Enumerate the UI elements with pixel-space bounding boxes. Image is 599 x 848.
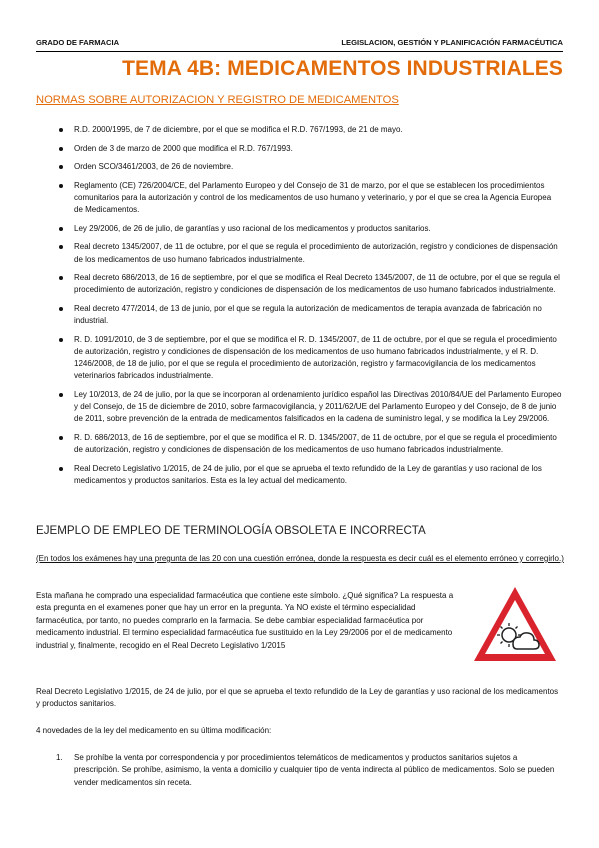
list-number: 1. — [56, 753, 63, 762]
rdl-paragraph: Real Decreto Legislativo 1/2015, de 24 de julio, por el que se aprueba el texto refundido de la Ley de garantías y uso racional de los medicamentos y productos sanitarios. — [36, 687, 559, 709]
list-item: R.D. 2000/1995, de 7 de diciembre, por el que se modifica el R.D. 767/1993, de 21 de mayo. — [74, 124, 562, 136]
section-heading-normas: NORMAS SOBRE AUTORIZACION Y REGISTRO DE MEDICAMENTOS — [36, 94, 399, 106]
novedades-list — [56, 752, 562, 789]
list-item: R. D. 1091/2010, de 3 de septiembre, por el que se modifica el R. D. 1345/2007, de 11 de octubre, por el que se regula el procedimiento de autorización, registro y condiciones de dispensación de los medicamentos de uso humano fabricados industrialmente, y el R. D. 1246/2008, de 18 de julio, por el que se regula el procedimiento de autorización, registro y farmacovigilancia de los medicamentos veterinarios fabricados industrialmente. — [74, 334, 562, 383]
page-title: TEMA 4B: MEDICAMENTOS INDUSTRIALES — [122, 57, 563, 80]
section-heading-text: EJEMPLO DE EMPLEO DE TERMINOLOGÍA OBSOLETA E INCORRECTA — [36, 524, 426, 537]
list-item: Real decreto 1345/2007, de 11 de octubre, por el que se regula el procedimiento de autorización, registro y condiciones de dispensación de los medicamentos de uso humano fabricados industrialmente. — [74, 241, 562, 265]
list-item: Real decreto 686/2013, de 16 de septiembre, por el que se modifica el Real Decreto 1345/2007, de 11 de octubre, por el que se regula el procedimiento de autorización, registro y condiciones de dispensación de los medicamentos de uso humano fabricados industrialmente. — [74, 272, 562, 296]
list-item: Orden de 3 de marzo de 2000 que modifica el R.D. 767/1993. — [74, 143, 562, 155]
list-item: Real Decreto Legislativo 1/2015, de 24 de julio, por el que se aprueba el texto refundido de la Ley de garantías y uso racional de los medicamentos y productos sanitarios. Esta es la ley actual del medicamento. — [74, 463, 562, 487]
example-paragraph: Esta mañana he comprado una especialidad farmacéutica que contiene este símbolo. ¿Qué significa? La respuesta a esta pregunta en el examenes poner que hay un error en la pregunta. Ya NO existe el término especialidad farmacéutica, por tanto, no puedes comprarlo en la farmacia. Se debe cambiar especialidad farmacéutica por medicamento industrial. El termino especialidad farmacéutica fue sustituido en la Ley 29/2006 por el de medicamento industrial y, finalmente, recogido en el Real Decreto Legislativo 1/2015 — [36, 591, 454, 650]
list-item: Real decreto 477/2014, de 13 de junio, por el que se regula la autorización de medicamentos de terapia avanzada de fabricación no industrial. — [74, 303, 562, 327]
list-item-text: Se prohíbe la venta por correspondencia y por procedimientos telemáticos de medicamentos y productos sanitarios sujetos a prescripción. Se prohíbe, asimismo, la venta a domicilio y cualquier tipo de venta indirecta al público de medicamentos. Solo se pueden vender medicamentos sin receta. — [74, 753, 555, 787]
novedades-intro: 4 novedades de la ley del medicamento en su última modificación: — [36, 726, 272, 735]
list-item: Ley 29/2006, de 26 de julio, de garantías y uso racional de los medicamentos y productos sanitarios. — [74, 223, 562, 235]
header-subject: LEGISLACION, GESTIÓN Y PLANIFICACIÓN FARMACÉUTICA — [341, 38, 563, 47]
list-item: Ley 10/2013, de 24 de julio, por la que se incorporan al ordenamiento jurídico español las Directivas 2010/84/UE del Parlamento Europeo y del Consejo, de 15 de diciembre de 2010, sobre farmacovigilancia, y 2011/62/UE del Parlamento Europeo y del Consejo, de 8 de junio de 2011, sobre prevención de la entrada de medicamentos falsificados en la cadena de suministro legal, y se modifica la Ley 29/2006. — [74, 389, 562, 426]
normas-list — [74, 124, 562, 494]
section-heading-ejemplo — [36, 524, 426, 537]
page-header — [36, 38, 563, 52]
list-item — [56, 752, 562, 789]
list-item: Reglamento (CE) 726/2004/CE, del Parlamento Europeo y del Consejo de 31 de marzo, por el que se establecen los procedimientos comunitarios para la autorización y control de los medicamentos de uso humano y veterinario, y por el que se crea la Agencia Europea de Medicamentos. — [74, 180, 562, 217]
photosensitivity-warning-icon — [468, 581, 562, 667]
exam-note: (En todos los exámenes hay una pregunta de las 20 con una cuestión errónea, donde la respuesta es decir cuál es el elemento erróneo y corregirlo.) — [36, 554, 564, 563]
list-item: R. D. 686/2013, de 16 de septiembre, por el que se modifica el R. D. 1345/2007, de 11 de octubre, por el que se regula el procedimiento de autorización, registro y condiciones de dispensación de los medicamentos de uso humano fabricados industrialmente. — [74, 432, 562, 456]
list-item: Orden SCO/3461/2003, de 26 de noviembre. — [74, 161, 562, 173]
header-course: GRADO DE FARMACIA — [36, 38, 120, 47]
